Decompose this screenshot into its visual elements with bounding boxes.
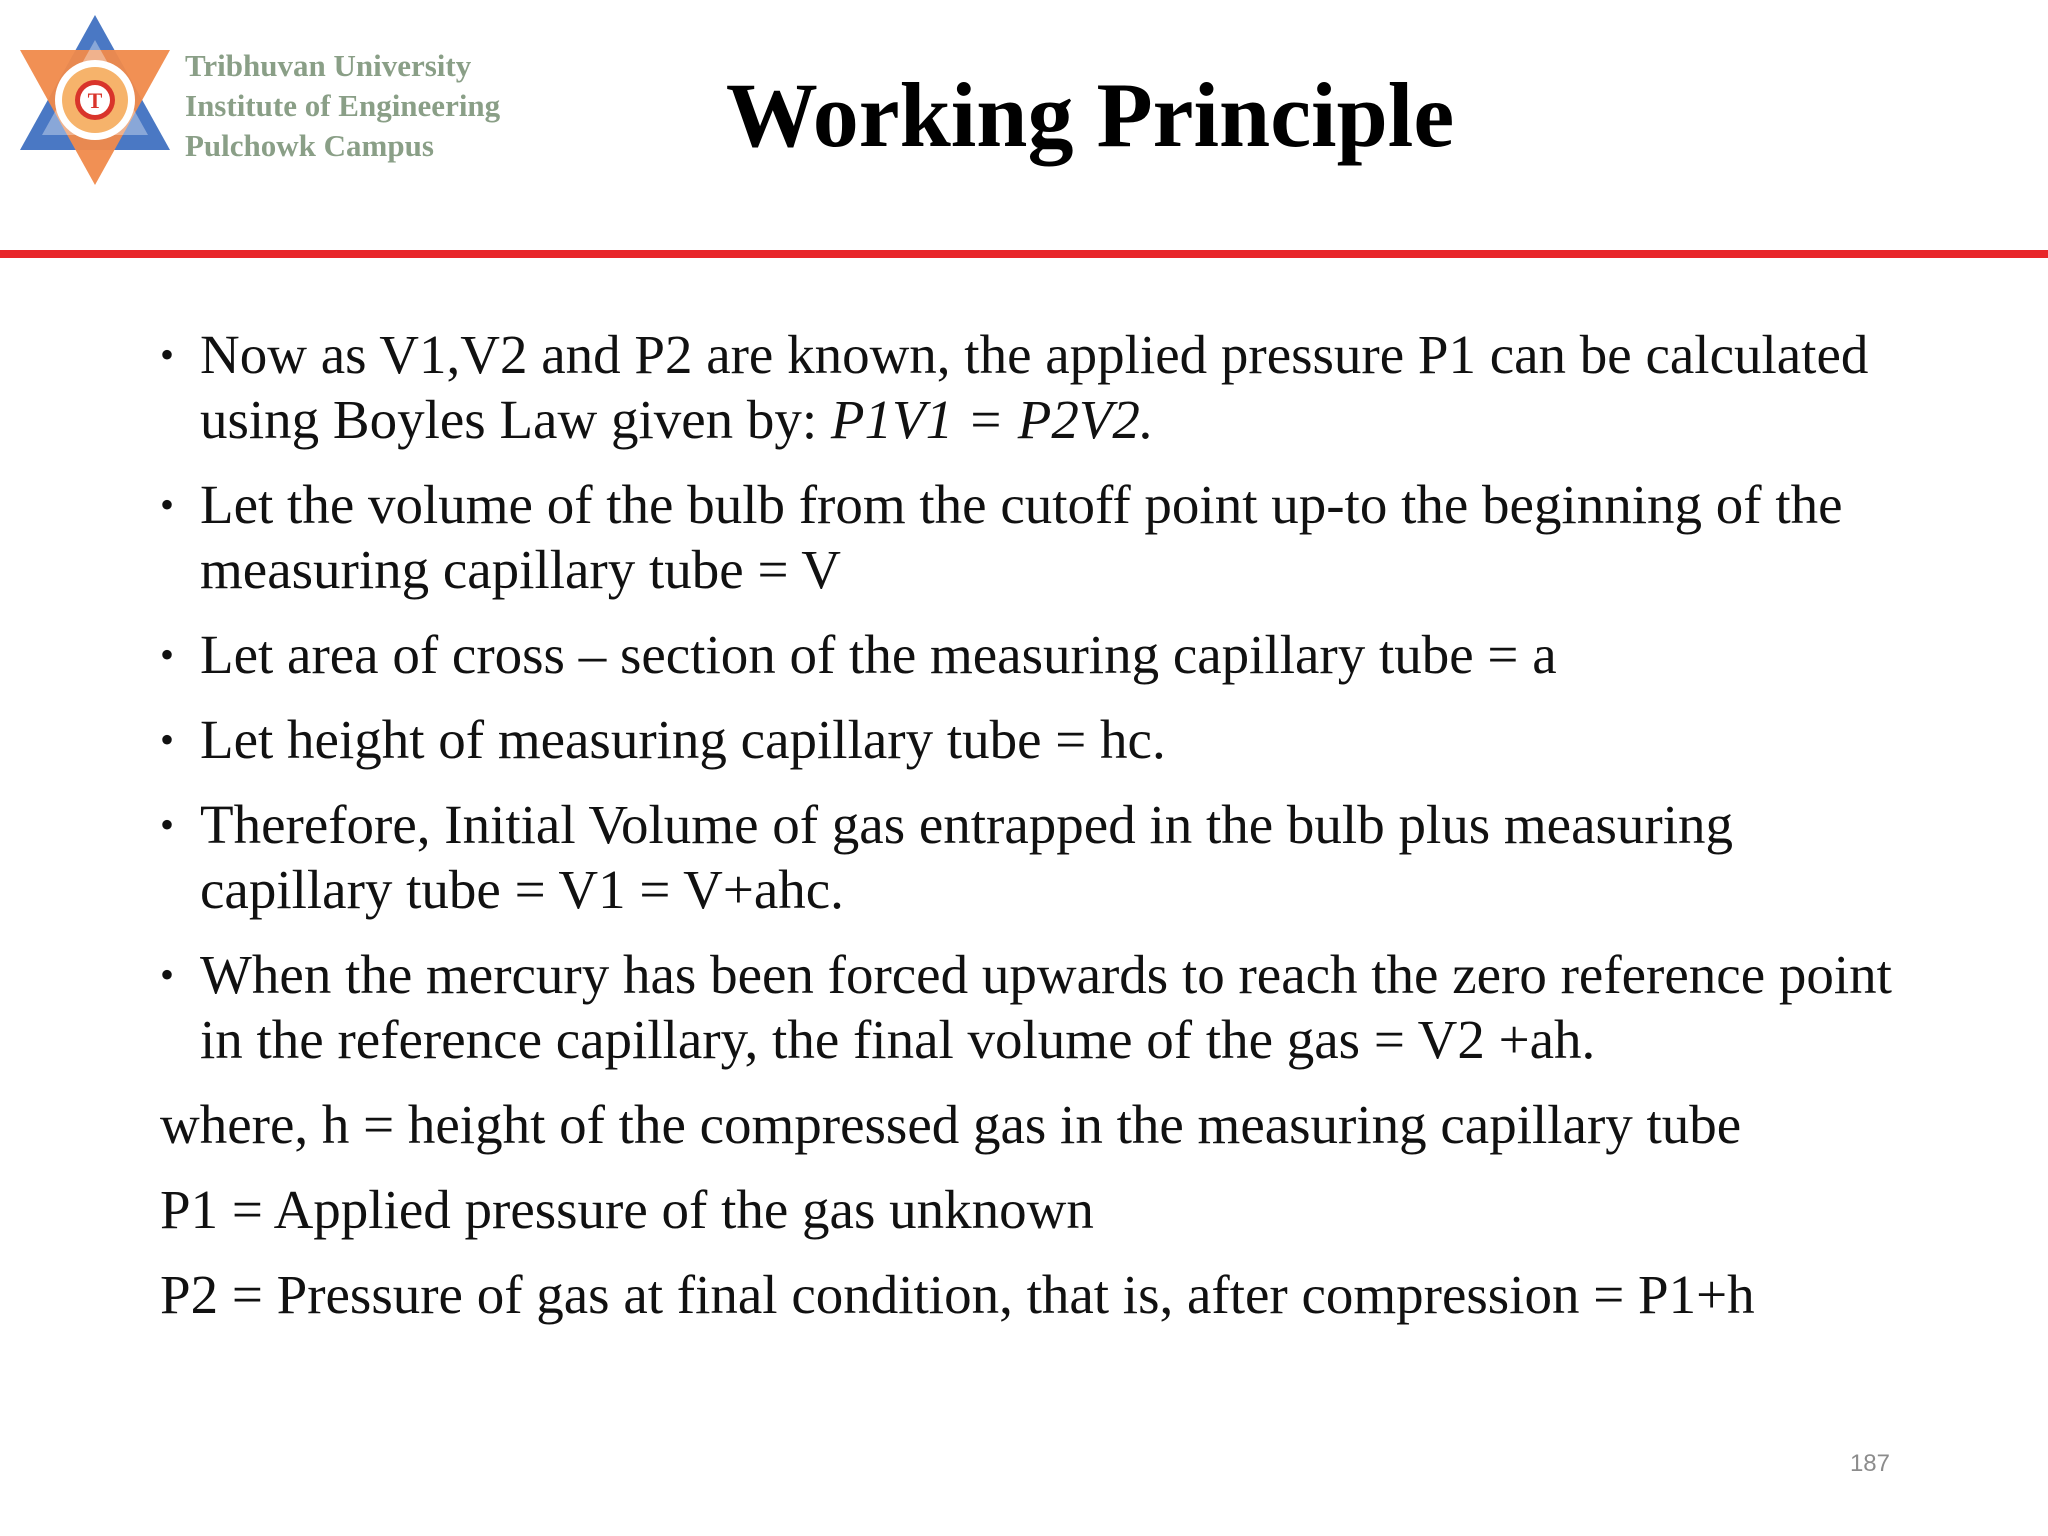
institution-line-campus: Pulchowk Campus xyxy=(185,128,434,163)
university-emblem-icon xyxy=(10,10,180,190)
bullet-item xyxy=(160,707,1920,772)
institution-line-university: Tribhuvan University xyxy=(185,48,472,83)
institution-name xyxy=(185,46,500,166)
header-divider xyxy=(0,250,2048,258)
bullet-glyph: • xyxy=(160,632,175,677)
bullet-glyph: • xyxy=(160,332,175,377)
bullet-item xyxy=(160,792,1920,922)
institution-logo-block xyxy=(10,10,610,190)
page-number: 187 xyxy=(1849,1450,1890,1477)
bullet-text: Let area of cross – section of the measuring capillary tube = a xyxy=(200,624,1557,685)
bullet-item xyxy=(160,322,1920,452)
definition-line-h: where, h = height of the compressed gas in the measuring capillary tube xyxy=(160,1094,1742,1155)
definition-line-p2: P2 = Pressure of gas at final condition, that is, after compression = P1+h xyxy=(160,1264,1755,1325)
bullet-glyph: • xyxy=(160,717,175,762)
bullet-text: Let height of measuring capillary tube = hc. xyxy=(200,709,1166,770)
bullet-text: Let the volume of the bulb from the cutoff point up-to the beginning of the measuring capillary tube = V xyxy=(200,474,1843,600)
bullet-glyph: • xyxy=(160,802,175,847)
bullet-text: When the mercury has been forced upwards to reach the zero reference point in the reference capillary, the final volume of the gas = V2 +ah. xyxy=(200,944,1892,1070)
bullet-item xyxy=(160,472,1920,602)
slide-header xyxy=(0,0,2048,250)
svg-text:T: T xyxy=(87,88,103,113)
boyles-law-equation: P1V1 = P2V2. xyxy=(830,389,1154,450)
definition-line-p1: P1 = Applied pressure of the gas unknown xyxy=(160,1179,1094,1240)
bullet-text: Now as V1,V2 and P2 are known, the applied pressure P1 can be calculated using Boyles Law given by: xyxy=(200,324,1869,450)
institution-line-institute: Institute of Engineering xyxy=(185,88,501,123)
slide-title: Working Principle xyxy=(725,64,1455,166)
bullet-glyph: • xyxy=(160,482,175,527)
bullet-item xyxy=(160,622,1920,687)
bullet-item xyxy=(160,942,1920,1072)
bullet-glyph: • xyxy=(160,952,175,997)
bullet-text: Therefore, Initial Volume of gas entrapped in the bulb plus measuring capillary tube = V1 = V+ahc. xyxy=(200,794,1733,920)
slide-body xyxy=(160,322,1920,1347)
